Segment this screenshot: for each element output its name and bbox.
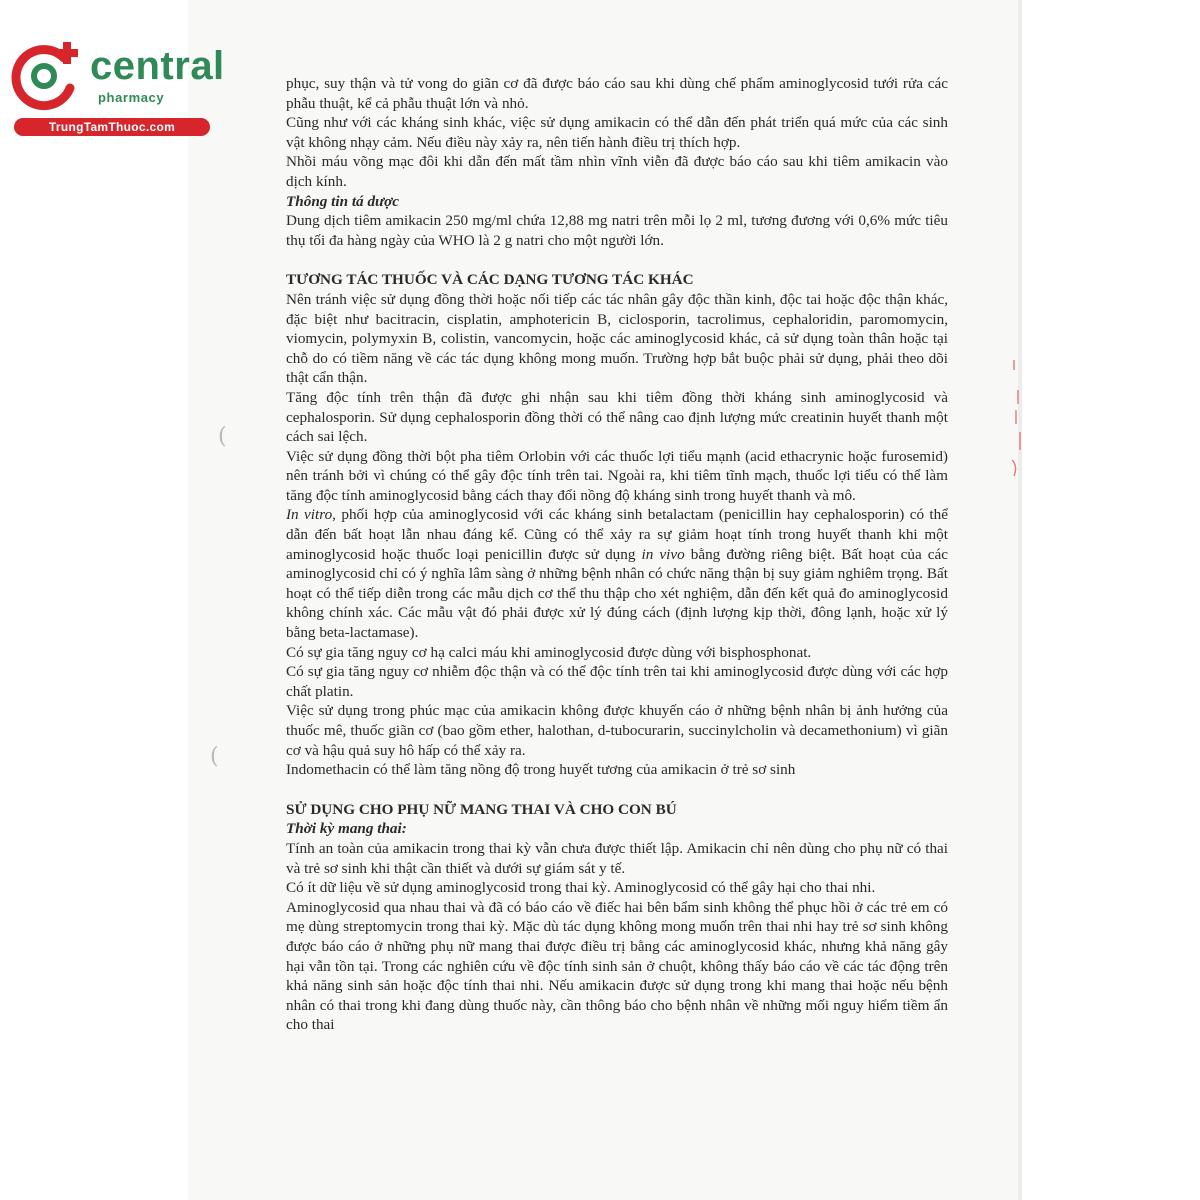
brand-name: central (90, 44, 225, 88)
pregnancy-heading: SỬ DỤNG CHO PHỤ NỮ MANG THAI VÀ CHO CON BÚ (286, 800, 677, 818)
punch-hole-mark: ( (210, 744, 219, 769)
brand-subtitle: pharmacy (98, 90, 165, 105)
paragraph-text: bằng đường riêng biệt. Bất hoạt của các aminoglycosid chỉ có ý nghĩa lâm sàng ở những bệnh nhân có chức năng thận bị suy giảm nghiêm trọng. Bất hoạt có thể tiếp diễn trong các mẫu dịch cơ thể thu thập cho xét nghiệm, dẫn đến kết quả đo aminoglycosid không chính xác. Các mẫu vật đó phải được xử lý đúng cách (định lượng kịp thời, đông lạnh, hoặc xử lý bằng beta-lactamase). (286, 545, 948, 642)
pregnancy-subheading: Thời kỳ mang thai: (286, 820, 407, 838)
paragraph: Việc sử dụng trong phúc mạc của amikacin không được khuyến cáo ở những bệnh nhân bị ảnh hưởng của thuốc mê, thuốc giãn cơ (bao gồm ether, halothan, d-tubocurarin, succinylcholin và decamethonium) vì giãn cơ và hậu quả suy hô hấp có thể xảy ra. (286, 702, 948, 759)
paragraph: Aminoglycosid qua nhau thai và đã có báo cáo về điếc hai bên bẩm sinh không thể phục hồi ở các trẻ em có mẹ dùng streptomycin trong thai kỳ. Mặc dù tác dụng không mong muốn trên thai nhi hay trẻ sơ sinh không được báo cáo ở những phụ nữ mang thai được điều trị bằng các aminoglycosid khác, nhưng khả năng gây hại vẫn tồn tại. Trong các nghiên cứu về độc tính sinh sản ở chuột, không thấy báo cáo về các tác động trên khả năng sinh sản hoặc độc tính thai nhi. Nếu amikacin được sử dụng trong khi mang thai hoặc nếu bệnh nhân có thai trong khi đang dùng thuốc này, cần thông báo cho bệnh nhân về những mối nguy hiểm tiềm ẩn cho thai (286, 898, 948, 1034)
paragraph: Indomethacin có thể làm tăng nồng độ trong huyết tương của amikacin ở trẻ sơ sinh (286, 761, 796, 779)
punch-hole-mark: ( (218, 424, 227, 449)
red-margin-marks (1008, 360, 1022, 480)
paragraph: Việc sử dụng đồng thời bột pha tiêm Orlobin với các thuốc lợi tiểu mạnh (acid ethacrynic hoặc furosemid) nên tránh bởi vì chúng có thể gây độc tính trên tai. Ngoài ra, khi tiêm tĩnh mạch, thuốc lợi tiểu có thể làm tăng độc tính aminoglycosid bằng cách thay đổi nồng độ kháng sinh trong huyết thanh và mô. (286, 447, 948, 504)
central-pharmacy-logo (8, 36, 225, 136)
paragraph: Có ít dữ liệu về sử dụng aminoglycosid trong thai kỳ. Aminoglycosid có thể gây hại cho thai nhi. (286, 879, 876, 897)
paragraph (286, 505, 948, 642)
paragraph: phục, suy thận và tử vong do giãn cơ đã được báo cáo sau khi dùng chế phẩm aminoglycosid tưới rửa các phẫu thuật, kể cả phẫu thuật lớn và nhỏ. (286, 75, 948, 112)
brand-website: TrungTamThuoc.com (14, 118, 210, 136)
pharmacy-cross-icon (8, 36, 88, 116)
document-body (286, 74, 948, 1035)
paragraph: Có sự gia tăng nguy cơ nhiễm độc thận và có thể độc tính trên tai khi aminoglycosid được dùng với các hợp chất platin. (286, 663, 948, 700)
paragraph: Tính an toàn của amikacin trong thai kỳ vẫn chưa được thiết lập. Amikacin chỉ nên dùng cho phụ nữ có thai và trẻ sơ sinh khi thật cần thiết và dưới sự giám sát y tế. (286, 839, 948, 877)
paragraph: Nên tránh việc sử dụng đồng thời hoặc nối tiếp các tác nhân gây độc thần kinh, độc tai hoặc độc thận khác, đặc biệt như bacitracin, cisplatin, amphotericin B, ciclosporin, tacrolimus, cephaloridin, paromomycin, viomycin, polymyxin B, colistin, vancomycin, hoặc các aminoglycosid khác, cả sử dụng toàn thân hoặc tại chỗ do có tiềm năng về các tác dụng không mong muốn. Trường hợp bắt buộc phải sử dụng, phải theo dõi thật cẩn thận. (286, 290, 948, 387)
paragraph: Dung dịch tiêm amikacin 250 mg/ml chứa 12,88 mg natri trên mỗi lọ 2 ml, tương đương với 0,6% mức tiêu thụ tối đa hàng ngày của WHO là 2 g natri cho một người lớn. (286, 212, 948, 249)
page-edge (1018, 0, 1022, 1200)
in-vitro-term: In vitro (286, 506, 333, 524)
paragraph-text: , phối hợp của aminoglycosid với các kháng sinh betalactam (penicillin hay cephalosporin) có thể dẫn đến bất hoạt lẫn nhau đáng kể. Cũng có thể xảy ra sự giảm hoạt tính trong huyết thanh khi một aminoglycosid hoặc thuốc loại penicillin được sử dụng (286, 506, 948, 563)
excipient-subheading: Thông tin tá dược (286, 192, 400, 210)
paragraph: Có sự gia tăng nguy cơ hạ calci máu khi aminoglycosid được dùng với bisphosphonat. (286, 643, 812, 661)
paragraph: Cũng như với các kháng sinh khác, việc sử dụng amikacin có thể dẫn đến phát triển quá mức của các sinh vật không nhạy cảm. Nếu điều này xảy ra, nên tiến hành điều trị thích hợp. (286, 114, 948, 151)
paragraph: Nhồi máu võng mạc đôi khi dẫn đến mất tầm nhìn vĩnh viễn đã được báo cáo sau khi tiêm amikacin vào dịch kính. (286, 153, 948, 190)
interactions-heading: TƯƠNG TÁC THUỐC VÀ CÁC DẠNG TƯƠNG TÁC KHÁC (286, 271, 694, 289)
paragraph: Tăng độc tính trên thận đã được ghi nhận sau khi tiêm đồng thời kháng sinh aminoglycosid và cephalosporin. Sử dụng cephalosporin đồng thời có thể nâng cao định lượng mức creatinin huyết thanh một cách sai lệch. (286, 388, 948, 446)
in-vivo-term: in vivo (641, 545, 685, 563)
